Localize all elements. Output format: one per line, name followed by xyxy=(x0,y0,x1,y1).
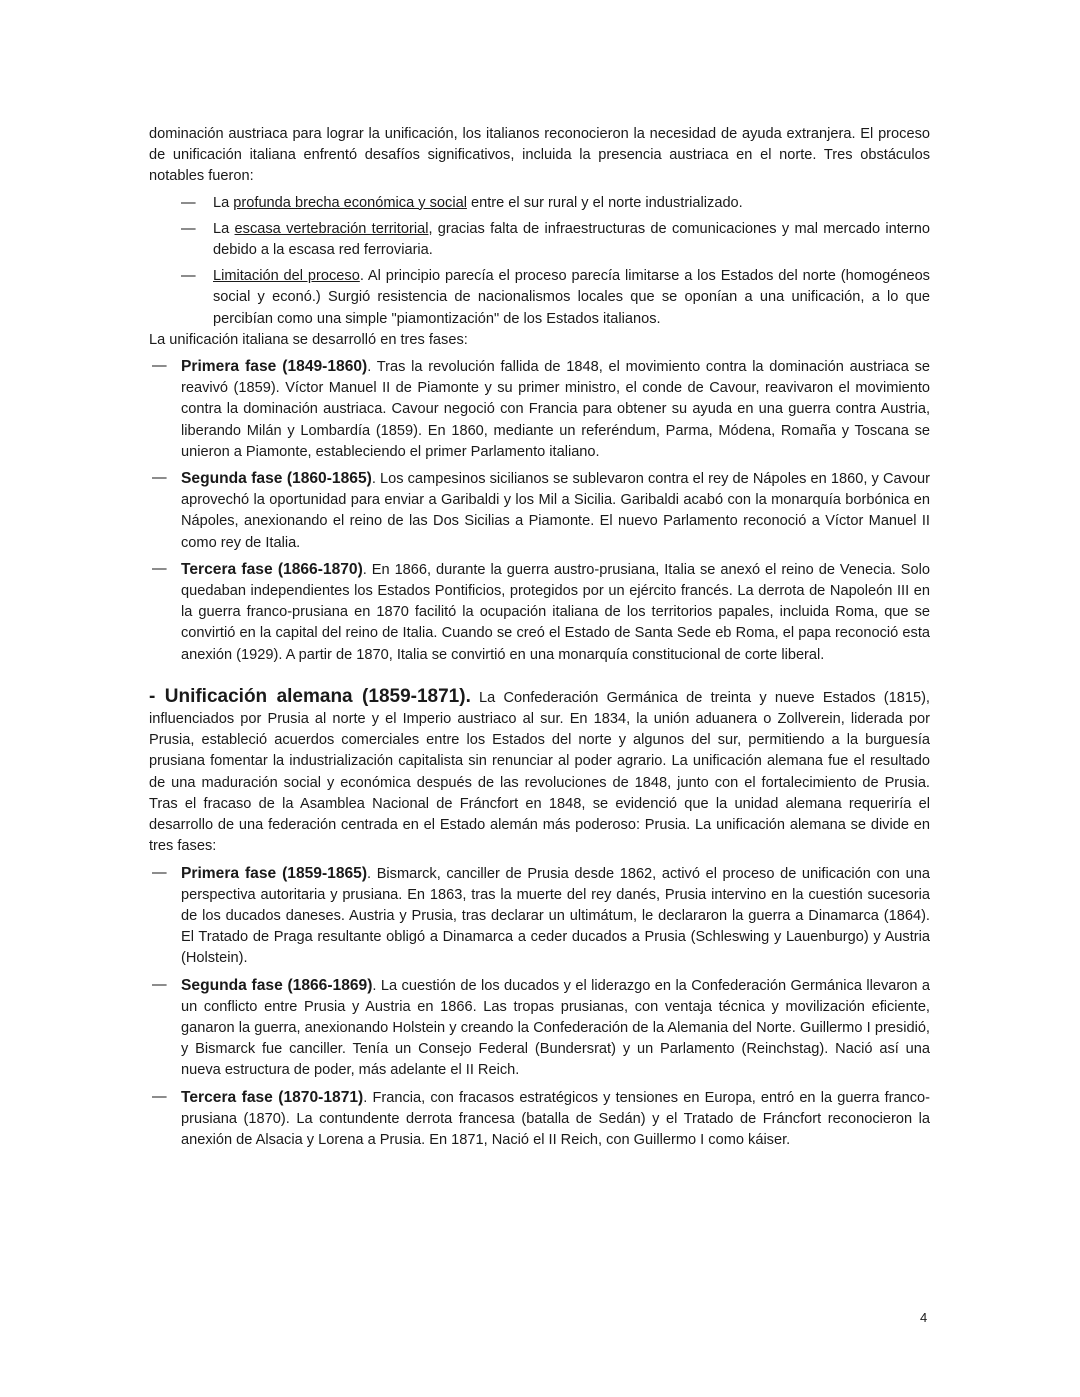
obstacle-list-item xyxy=(149,193,930,214)
underlined-term: escasa vertebración territorial xyxy=(234,220,429,237)
text-run: . En 1866, durante la guerra austro-prusiana, Italia se anexó el reino de Venecia. Solo quedaban independientes los Estados Pontificios, protegidos por un ejército francés. La derrota de Napoleón III en la guerra franco-prusiana en 1870 facilitó la ocupación italiana de los territorios papales, incluida Roma, que se convirtió en la capital del reino de Italia. Cuando se creó el Estado de Santa Sede eb Roma, el papa reconoció esta anexión (1929). A partir de 1870, Italia se convirtió en una monarquía constitucional de corte liberal. xyxy=(181,561,930,663)
paragraph xyxy=(149,686,930,858)
text-run: . Los campesinos sicilianos se sublevaron contra el rey de Nápoles en 1860, y Cavour aprovechó la oportunidad para enviar a Garibaldi y los Mil a Sicilia. Garibaldi acabó con la monarquía borbónica en Nápoles, anexionando el reino de las Dos Sicilias a Piamonte. El nuevo Parlamento reconoció a Víctor Manuel II como rey de Italia. xyxy=(181,471,930,551)
bullet-dash: — xyxy=(152,470,167,487)
paragraph xyxy=(149,124,930,188)
phase-list-item xyxy=(149,1087,930,1152)
underlined-term: Limitación del proceso xyxy=(213,268,360,285)
phase-list-item xyxy=(149,559,930,666)
bullet-dash: — xyxy=(152,864,167,881)
bullet-dash: — xyxy=(181,268,196,285)
phase-list-item xyxy=(149,468,930,554)
spacer xyxy=(149,666,930,686)
bullet-dash: — xyxy=(152,560,167,577)
text-run: entre el sur rural y el norte industrializado. xyxy=(466,194,743,211)
phase-title: Tercera fase (1866-1870) xyxy=(181,560,363,578)
text-run: , gracias falta de infraestructuras de comunicaciones y mal mercado interno debido a la escasa red ferroviaria. xyxy=(213,220,930,259)
paragraph xyxy=(149,330,930,351)
text-run: . Tras la revolución fallida de 1848, el movimiento contra la dominación austriaca se reavivó (1859). Víctor Manuel II de Piamonte y su primer ministro, el conde de Cavour, reavivaron el movimiento contra la dominación austriaca. Cavour negoció con Francia para obtener su ayuda en una guerra contra Austria, liberando Milán y Lombardía (1859). En 1860, mediante un referéndum, Parma, Módena, Romaña y Toscana se unieron a Piamonte, estableciendo el primer Parlamento italiano. xyxy=(181,359,930,460)
document-body xyxy=(149,124,930,1151)
bullet-dash: — xyxy=(181,194,196,211)
page-number: 4 xyxy=(920,1310,928,1325)
text-run: . Francia, con fracasos estratégicos y tensiones en Europa, entró en la guerra franco-prusiana (1870). La contundente derrota francesa (batalla de Sedán) y el Tratado de Fráncfort reconocieron la anexión de Alsacia y Lorena a Prusia. En 1871, Nació el II Reich, con Guillermo I como káiser. xyxy=(181,1089,930,1148)
text-run: . Bismarck, canciller de Prusia desde 1862, activó el proceso de unificación con una perspectiva autoritaria y prusiana. En 1863, tras la muerte del rey danés, Prusia intervino en la cuestión sucesoria de los ducados daneses. Austria y Prusia, tras declarar un ultimátum, le declararon la guerra a Dinamarca (1864). El Tratado de Praga resultante obligó a Dinamarca a ceder ducados a Prusia (Schleswing y Lauenburgo) y Austria (Holstein). xyxy=(181,865,930,967)
phase-list-item xyxy=(149,975,930,1082)
phase-list-item xyxy=(149,863,930,970)
text-run: . Al principio parecía el proceso parecía limitarse a los Estados del norte (homogéneos social y econó.) Surgió resistencia de nacionalismos locales que se oponían a una unificación, a lo que percibían como una simple "piamontización" de los Estados italianos. xyxy=(213,268,930,327)
text-run: La unificación italiana se desarrolló en tres fases: xyxy=(149,331,468,348)
phase-title: Primera fase (1859-1865) xyxy=(181,864,368,882)
obstacle-list-item xyxy=(149,266,930,330)
phase-list-item xyxy=(149,356,930,463)
phase-title: Segunda fase (1860-1865) xyxy=(181,470,372,488)
text-run: . La cuestión de los ducados y el liderazgo en la Confederación Germánica llevaron a un conflicto entre Prusia y Austria en 1866. Las tropas prusianas, con ventaja técnica y movilización eficiente, ganaron la guerra, anexionando Holstein y creando la Confederación de la Alemania del Norte. Guillermo I presidió, y Bismarck fue canciller. Tenía un Consejo Federal (Bundersrat) y un Parlamento (Reinchstag). Nació así una nueva estructura de poder, más adelante el II Reich. xyxy=(181,977,930,1079)
phase-title: Primera fase (1849-1860) xyxy=(181,358,368,376)
section-heading: - Unificación alemana (1859-1871). xyxy=(149,685,471,707)
bullet-dash: — xyxy=(152,976,167,993)
bullet-dash: — xyxy=(152,358,167,375)
bullet-dash: — xyxy=(181,220,196,237)
bullet-dash: — xyxy=(152,1088,167,1105)
obstacle-list-item xyxy=(149,219,930,261)
text-run: La xyxy=(213,194,234,211)
text-run: dominación austriaca para lograr la unificación, los italianos reconocieron la necesidad de ayuda extranjera. El proceso de unificación italiana enfrentó desafíos significativos, incluida la presencia austriaca en el norte. Tres obstáculos notables fueron: xyxy=(149,126,930,185)
text-run: La Confederación Germánica de treinta y nueve Estados (1815), influenciados por Prusia al norte y el Imperio austriaco al sur. En 1834, la unión aduanera o Zollverein, liderada por Prusia, estableció acuerdos comerciales entre los Estados del norte y algunos del sur, permitiendo a la burguesía prusiana fomentar la industrialización capitalista sin renunciar al poder agrario. La unificación alemana fue el resultado de una maduración social y económica después de las revoluciones de 1848, junto con el fortalecimiento de Prusia. Tras el fracaso de la Asamblea Nacional de Fráncfort en 1848, se evidenció que la unidad alemana requeriría el desarrollo de una federación centrada en el Estado alemán más poderoso: Prusia. La unificación alemana se divide en tres fases: xyxy=(149,689,930,855)
text-run: La xyxy=(213,220,235,237)
phase-title: Segunda fase (1866-1869) xyxy=(181,976,373,994)
phase-title: Tercera fase (1870-1871) xyxy=(181,1088,364,1106)
underlined-term: profunda brecha económica y social xyxy=(233,194,467,211)
